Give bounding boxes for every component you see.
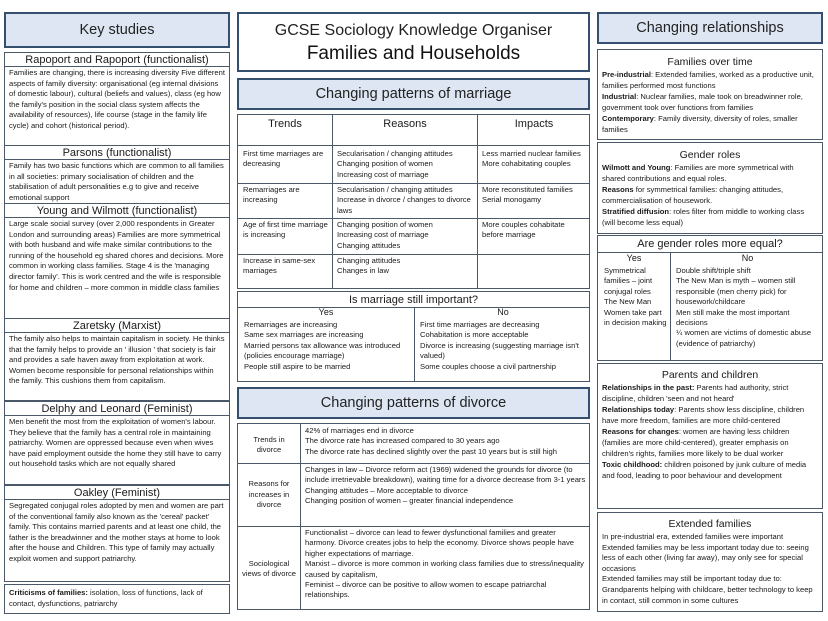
- important-no-text: First time marriages are decreasing Cohabitation is more acceptable Divorce is increasing (suggesting marriage isn't valued) Some couples choose a civil partnership: [420, 320, 579, 371]
- table-cell: Age of first time marriage is increasing: [243, 220, 328, 240]
- gender-stratified: [598, 206, 822, 228]
- divorce-header-text: Changing patterns of divorce: [320, 395, 507, 411]
- study-parsons: [4, 145, 230, 204]
- delphy-title: Delphy and Leonard (Feminist): [5, 402, 229, 416]
- divorce-table: [237, 423, 590, 610]
- rapoport-text: Families are changing, there is increasing diversity Five different aspects of family diversity: organisational (eg internal divisions of domestic labour), cultural (beliefs and values), class (eg how the family's position in the social class system affects the availability of resources), life course (stage in the family life cycle) and cohort (historical period).: [9, 68, 225, 130]
- zaretsky-text: The family also helps to maintain capitalism in society. He thinks that the family helps to provide an ' illusion ' that society is fair and provides a safe haven away from exploitation at work. Women become responsible for personal relationships within the family. This cushions them from capitalism.: [9, 334, 225, 386]
- marriage-important-box: [237, 291, 590, 382]
- over-time-pre: [598, 69, 822, 91]
- parents-reasons-label: Reasons for changes: [602, 427, 679, 437]
- extended-families: [597, 512, 823, 612]
- key-studies-header: [4, 12, 230, 48]
- extended-text: In pre-industrial era, extended families were important Extended families may be less important today due to: seeing less of each other (living far away), may only see for special occasions Extended families may still be important today due to: Grandparents helping with childcare, better technology to keep in contact, still common in some cultures: [602, 532, 813, 605]
- marriage-header-text: Changing patterns of marriage: [315, 86, 512, 102]
- parsons-text: Family has two basic functions which are common to all families in all societies: primary socialisation of children and the stabilisation of adult personalities e.g to give and receive emotional support: [9, 161, 224, 202]
- young-text: Large scale social survey (over 2,000 respondents in Greater London and surrounding areas) Families are more symmetrical with both husband and wife make similar contributions to the running of the household eg shared chores and decisions. More common in working class families. Stage 4 is the 'managing director family'. This is work centred and the wife is responsible for home and children – more common in middle class families: [9, 219, 224, 292]
- oakley-text: Segregated conjugal roles adopted by men and women are part of the conventional family also known as the 'cereal' packet' family. This contains married parents and at least one child, the father is the breadwinner and the mother stays at home to look after the house and Children. This type of family may actually exploit women and support patriarchy.: [9, 501, 224, 563]
- table-cell: More couples cohabitate before marriage: [482, 220, 565, 240]
- table-cell: First time marriages are decreasing: [243, 149, 324, 169]
- equal-yes-label: Yes: [626, 253, 642, 263]
- table-cell: Increase in same-sex marriages: [243, 256, 316, 276]
- table-cell: [479, 255, 590, 257]
- table-cell: Less married nuclear families More cohabitating couples: [482, 149, 581, 169]
- zaretsky-title: Zaretsky (Marxist): [5, 319, 229, 333]
- table-cell: Changing attitudes Changes in law: [337, 256, 401, 276]
- table-cell: Changing position of women Increasing cost of marriage Changing attitudes: [337, 220, 433, 250]
- gender-roles: [597, 142, 823, 234]
- contemporary-text: : Family diversity, diversity of roles, smaller families: [602, 114, 798, 134]
- oakley-title: Oakley (Feminist): [5, 486, 229, 500]
- table-cell: More reconstituted families Serial monogamy: [482, 185, 573, 205]
- page-subtitle: Families and Households: [306, 43, 521, 64]
- over-time-con: [598, 113, 822, 135]
- parents-past: [598, 382, 822, 404]
- equal-no-text: Double shift/triple shift The New Man is myth – women still responsible (men cherry pick) for housework/childcare Men still make the most important decisions ¼ women are victims of domestic abuse (evidence of patriarchy): [676, 266, 812, 348]
- divorce-reasons-label: Reasons for increases in divorce: [248, 479, 290, 510]
- divorce-header: [237, 387, 590, 419]
- study-rapoport: [4, 52, 230, 147]
- criticisms-text: [5, 585, 229, 609]
- over-time-ind: [598, 91, 822, 113]
- equal-no-label: No: [741, 253, 754, 263]
- stratified-text: : roles filter from middle to working class (will become less equal): [602, 207, 805, 227]
- rapoport-title: Rapoport and Rapoport (functionalist): [5, 53, 229, 67]
- divorce-views-text: Functionalist – divorce can lead to fewer dysfunctional families and greater harmony. Divorce creates jobs to help the economy. Divorce shows people have higher expectations of marriage. Marxist – divorce is more common in working class families due to stress/inequality caused by capitalism, Feminist – divorce can be positive to allow women to escape patriarchal relationships.: [305, 528, 584, 600]
- parents-children: [597, 363, 823, 509]
- marriage-header: [237, 78, 590, 110]
- parents-reasons: [598, 426, 822, 459]
- study-young-wilmott: [4, 203, 230, 319]
- pre-industrial-label: Pre-industrial: [602, 70, 651, 79]
- criticisms-label: Criticisms of families:: [9, 588, 88, 597]
- important-yes-label: Yes: [318, 307, 334, 317]
- title-box: [237, 12, 590, 72]
- extended-title: Extended families: [668, 518, 752, 530]
- parsons-title: Parsons (functionalist): [5, 146, 229, 160]
- gender-roles-title: Gender roles: [679, 149, 741, 161]
- divorce-views-label: Sociological views of divorce: [241, 558, 297, 578]
- study-oakley: [4, 485, 230, 582]
- gender-reasons: [598, 184, 822, 206]
- relationships-header-text: Changing relationships: [636, 20, 784, 36]
- parents-reasons-text: : women are having less children (families are more child-centered), greater emphasis on children's rights, families more likely to be dual worker: [602, 427, 790, 458]
- study-delphy-leonard: [4, 401, 230, 485]
- criticisms-box: [4, 584, 230, 614]
- parents-toxic: [598, 459, 822, 481]
- page-title: GCSE Sociology Knowledge Organiser: [274, 22, 553, 39]
- over-time-title: Families over time: [667, 56, 753, 68]
- today-text: : Parents show less discipline, children have more freedom, families are more child-centered: [602, 405, 805, 425]
- contemporary-label: Contemporary: [602, 114, 654, 124]
- pre-industrial-text: : Extended families, worked as a productive unit, families performed most functions: [602, 70, 814, 90]
- past-label: Relationships in the past:: [602, 383, 695, 392]
- important-no-label: No: [497, 307, 509, 317]
- toxic-text: children poisoned by junk culture of media and food, leading to poor behaviour and development: [602, 460, 807, 480]
- study-zaretsky: [4, 318, 230, 401]
- wy-text: : Families are more symmetrical with shared contributions and equal roles.: [602, 163, 794, 183]
- delphy-text: Men benefit the most from the exploitation of women's labour. They believe that the family has a central role in maintaining patriarchy. Women are oppressed because even when wives have paid employment outside the home they still have to carry out household tasks which are not equally shared: [9, 417, 222, 469]
- stratified-label: Stratified diffusion: [602, 207, 670, 217]
- relationships-header: [597, 12, 823, 44]
- equal-yes-text: Symmetrical families – joint conjugal roles The New Man Women take part in decision making: [604, 266, 667, 328]
- parents-title: Parents and children: [661, 369, 759, 381]
- col-impacts: Impacts: [514, 118, 554, 130]
- past-text: Parents had authority, strict discipline, children 'seen and not heard': [602, 383, 789, 403]
- important-yes-text: Remarriages are increasing Same sex marriages are increasing Married persons tax allowance was introduced (policies encourage marriage) People still aspire to be married: [244, 320, 401, 371]
- divorce-reasons-text: Changes in law – Divorce reform act (1969) widened the grounds for divorce (to include irretrievable breakdown), waiting time for a divorce decrease from 3-1 years Changing attitudes – More acceptable to divorce Changing position of women – greater financial independence: [305, 465, 586, 506]
- wy-label: Wilmott and Young: [602, 163, 671, 172]
- criticisms-body: isolation, loss of functions, lack of contact, dysfunctions, patriarchy: [9, 588, 203, 608]
- industrial-text: : Nuclear families, male took on breadwinner role, government took over functions from families: [602, 92, 803, 112]
- gender-equal-title: Are gender roles more equal?: [598, 236, 822, 253]
- col-trends: Trends: [268, 118, 302, 130]
- gender-wy: [598, 162, 822, 184]
- gender-equal-box: [597, 235, 823, 361]
- table-cell: Remarriages are increasing: [243, 185, 300, 205]
- col-reasons: Reasons: [383, 118, 427, 130]
- gender-reasons-label: Reasons: [602, 185, 634, 195]
- today-label: Relationships today: [602, 405, 675, 415]
- gender-reasons-text: for symmetrical families: changing attitudes, commercialisation of housework.: [602, 185, 784, 205]
- divorce-trends-text: 42% of marriages end in divorce The divorce rate has increased compared to 30 years ago The divorce rate has declined slightly over the past 10 years but is still high: [305, 426, 557, 456]
- parents-today: [598, 404, 822, 426]
- table-cell: Secularisation / changing attitudes Changing position of women Increasing cost of marriage: [337, 149, 453, 179]
- key-studies-header-text: Key studies: [79, 22, 155, 38]
- young-title: Young and Wilmott (functionalist): [5, 204, 229, 218]
- toxic-label: Toxic childhood:: [602, 460, 663, 470]
- divorce-trends-label: Trends in divorce: [253, 434, 285, 454]
- marriage-important-title: Is marriage still important?: [238, 292, 589, 308]
- marriage-table: [237, 114, 590, 289]
- table-cell: Secularisation / changing attitudes Increase in divorce / changes to divorce laws: [337, 185, 471, 215]
- industrial-label: Industrial: [602, 92, 637, 102]
- families-over-time: [597, 49, 823, 140]
